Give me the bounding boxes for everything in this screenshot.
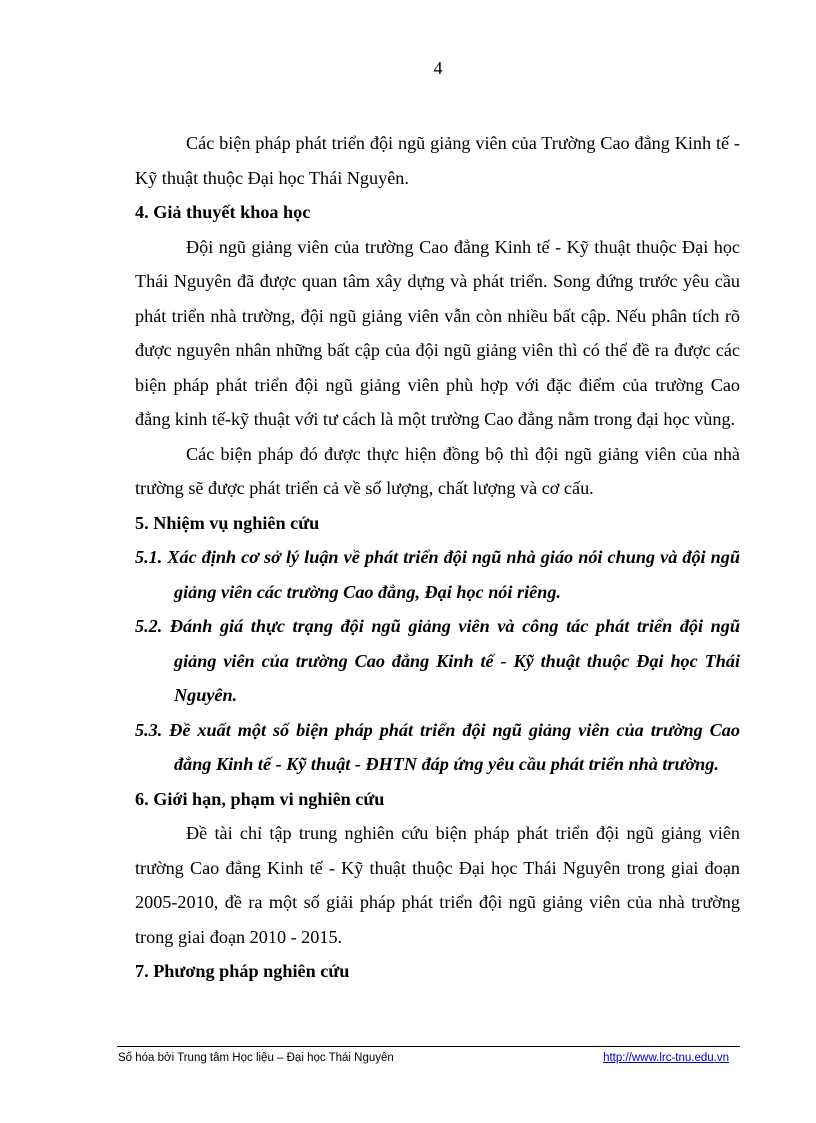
footer-divider [117,1046,740,1047]
document-body [135,126,740,989]
footer-website-link[interactable]: http://www.lrc-tnu.edu.vn [603,1052,729,1064]
heading-research-methods: 7. Phương pháp nghiên cứu [135,961,350,981]
heading-scope: 6. Giới hạn, phạm vi nghiên cứu [135,788,385,809]
heading-scientific-hypothesis: 4. Giả thuyết khoa học [135,202,311,222]
task-item-5-3: 5.3. Đề xuất một số biện pháp phát triển đội ngũ giảng viên của trường Cao đẳng Kinh tế - Kỹ thuật - ĐHTN đáp ứng yêu cầu phát triển nhà trường. [135,719,740,774]
page-number: 4 [433,58,443,78]
paragraph-hypothesis: Đội ngũ giảng viên của trường Cao đẳng Kinh tế - Kỹ thuật thuộc Đại học Thái Nguyên đã được quan tâm xây dựng và phát triển. Song đứng trước yêu cầu phát triển nhà trường, đội ngũ giảng viên vẫn còn nhiều bất cập. Nếu phân tích rõ được nguyên nhân những bất cập của đội ngũ giảng viên thì có thể đề ra được các biện pháp phát triển đội ngũ giảng viên phù hợp với đặc điểm của trường Cao đẳng kinh tế-kỹ thuật với tư cách là một trường Cao đẳng nằm trong đại học vùng. [135,236,740,429]
task-item-5-2: 5.2. Đánh giá thực trạng đội ngũ giảng viên và công tác phát triển đội ngũ giảng viên của trường Cao đẳng Kinh tế - Kỹ thuật thuộc Đại học Thái Nguyên. [135,616,740,705]
paragraph-research-subject: Các biện pháp phát triển đội ngũ giảng viên của Trường Cao đẳng Kinh tế - Kỹ thuật thuộc Đại học Thái Nguyên. [135,133,740,188]
task-item-5-1: 5.1. Xác định cơ sở lý luận về phát triển đội ngũ nhà giáo nói chung và đội ngũ giảng viên các trường Cao đẳng, Đại học nói riêng. [135,547,740,602]
paragraph-hypothesis-conclusion: Các biện pháp đó được thực hiện đồng bộ thì đội ngũ giảng viên của nhà trường sẽ được phát triển cả về số lượng, chất lượng và cơ cấu. [135,443,740,498]
paragraph-scope: Đề tài chỉ tập trung nghiên cứu biện pháp phát triển đội ngũ giảng viên trường Cao đẳng Kinh tế - Kỹ thuật thuộc Đại học Thái Nguyên trong giai đoạn 2005-2010, đề ra một số giải pháp phát triển đội ngũ giảng viên của nhà trường trong giai đoạn 2010 - 2015. [135,823,740,947]
footer-source-text: Số hóa bởi Trung tâm Học liệu – Đại học Thái Nguyên [118,1052,394,1064]
heading-research-tasks: 5. Nhiệm vụ nghiên cứu [135,512,320,533]
